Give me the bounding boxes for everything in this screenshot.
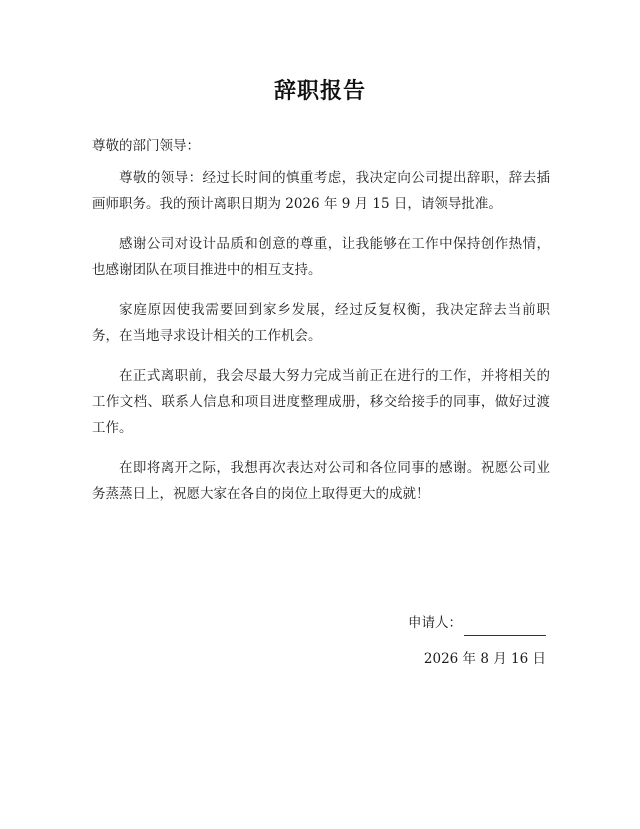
paragraph-5: 在即将离开之际，我想再次表达对公司和各位同事的感谢。祝愿公司业务蒸蒸日上，祝愿大家在各自的岗位上取得更大的成就！ xyxy=(92,460,550,502)
document-body xyxy=(92,133,550,521)
signature-line xyxy=(464,617,546,636)
paragraph-2: 感谢公司对设计品质和创意的尊重，让我能够在工作中保持创作热情，也感谢团队在项目推进中的相互支持。 xyxy=(92,236,550,278)
applicant-label: 申请人： xyxy=(408,615,462,631)
applicant-row xyxy=(408,610,546,636)
signature-block xyxy=(408,610,546,672)
paragraph-3: 家庭原因使我需要回到家乡发展，经过反复权衡，我决定辞去当前职务，在当地寻求设计相关的工作机会。 xyxy=(92,302,550,344)
salutation: 尊敬的部门领导： xyxy=(92,138,200,154)
paragraph-4: 在正式离职前，我会尽最大努力完成当前正在进行的工作，并将相关的工作文档、联系人信息和项目进度整理成册，移交给接手的同事，做好过渡工作。 xyxy=(92,368,550,436)
paragraph-1: 尊敬的领导：经过长时间的慎重考虑，我决定向公司提出辞职，辞去插画师职务。我的预计离职日期为 2026 年 9 月 15 日，请领导批准。 xyxy=(92,170,550,212)
signature-date: 2026 年 8 月 16 日 xyxy=(423,651,546,667)
document-title: 辞职报告 xyxy=(273,79,366,104)
